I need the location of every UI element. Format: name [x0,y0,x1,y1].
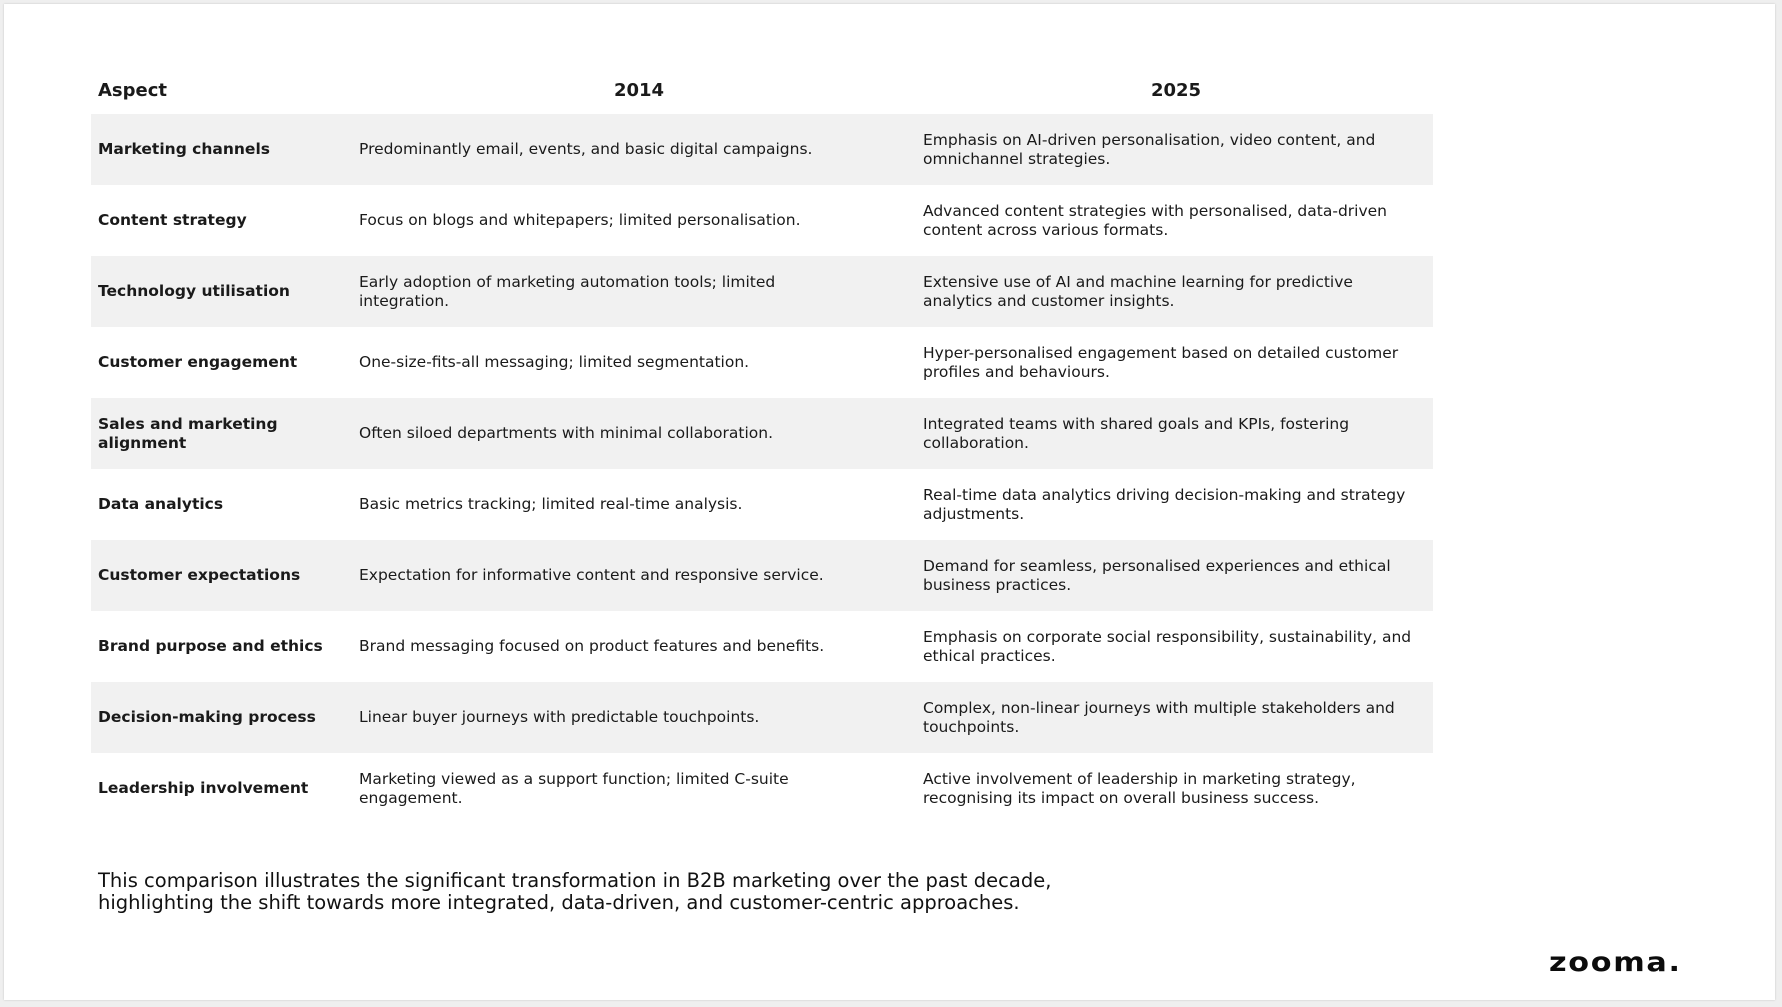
table-row [91,753,1433,824]
aspect-cell: Decision-making process [91,682,359,753]
value-2025-cell: Advanced content strategies with personalised, data-driven content across various formats. [923,201,1387,239]
aspect-cell: Technology utilisation [91,256,359,327]
value-2025-cell: Demand for seamless, personalised experiences and ethical business practices. [919,540,1433,611]
value-2014-cell: Linear buyer journeys with predictable touchpoints. [359,682,919,753]
header-aspect: Aspect [98,79,168,101]
header-2025: 2025 [1150,79,1202,101]
value-2025-cell: Emphasis on AI-driven personalisation, video content, and omnichannel strategies. [919,114,1433,185]
value-2014-cell: Expectation for informative content and responsive service. [359,540,919,611]
comparison-table [91,66,1433,824]
table-row [91,114,1433,185]
table-header-row [91,66,1433,114]
header-2014: 2014 [613,79,665,101]
aspect-cell: Customer engagement [98,353,298,371]
table-row [91,611,1433,682]
table-row [91,185,1433,256]
value-2014-cell: Predominantly email, events, and basic digital campaigns. [359,114,919,185]
table-row [91,540,1433,611]
value-2025-cell: Active involvement of leadership in marketing strategy, recognising its impact on overall business success. [923,769,1356,807]
aspect-cell: Sales and marketing alignment [91,398,359,469]
value-2025-cell: Complex, non-linear journeys with multiple stakeholders and touchpoints. [919,682,1433,753]
table-row [91,327,1433,398]
table-row [91,469,1433,540]
aspect-cell: Brand purpose and ethics [98,637,323,655]
aspect-cell: Customer expectations [91,540,359,611]
value-2014-cell: Early adoption of marketing automation tools; limited integration. [359,256,919,327]
value-2025-cell: Real-time data analytics driving decision-making and strategy adjustments. [923,485,1406,523]
aspect-cell: Marketing channels [91,114,359,185]
value-2025-cell: Integrated teams with shared goals and KPIs, fostering collaboration. [919,398,1433,469]
slide [4,4,1775,1000]
value-2014-cell: Focus on blogs and whitepapers; limited personalisation. [359,211,801,229]
value-2025-cell: Extensive use of AI and machine learning for predictive analytics and customer insights. [919,256,1433,327]
value-2014-cell: Marketing viewed as a support function; limited C-suite engagement. [359,769,789,807]
zooma-logo: zooma. [1549,947,1682,978]
aspect-cell: Data analytics [98,495,224,513]
aspect-cell: Leadership involvement [98,779,309,797]
table-row [91,682,1433,753]
value-2025-cell: Emphasis on corporate social responsibility, sustainability, and ethical practices. [923,627,1412,665]
table-row [91,256,1433,327]
aspect-cell: Content strategy [98,211,247,229]
value-2014-cell: Brand messaging focused on product features and benefits. [359,637,825,655]
value-2014-cell: Basic metrics tracking; limited real-time analysis. [359,495,743,513]
value-2014-cell: Often siloed departments with minimal collaboration. [359,398,919,469]
value-2014-cell: One-size-fits-all messaging; limited segmentation. [359,353,750,371]
summary-paragraph: This comparison illustrates the significant transformation in B2B marketing over the past decade, highlighting the shift towards more integrated, data-driven, and customer-centric approaches. [98,869,1052,914]
table-row [91,398,1433,469]
value-2025-cell: Hyper-personalised engagement based on detailed customer profiles and behaviours. [923,343,1399,381]
